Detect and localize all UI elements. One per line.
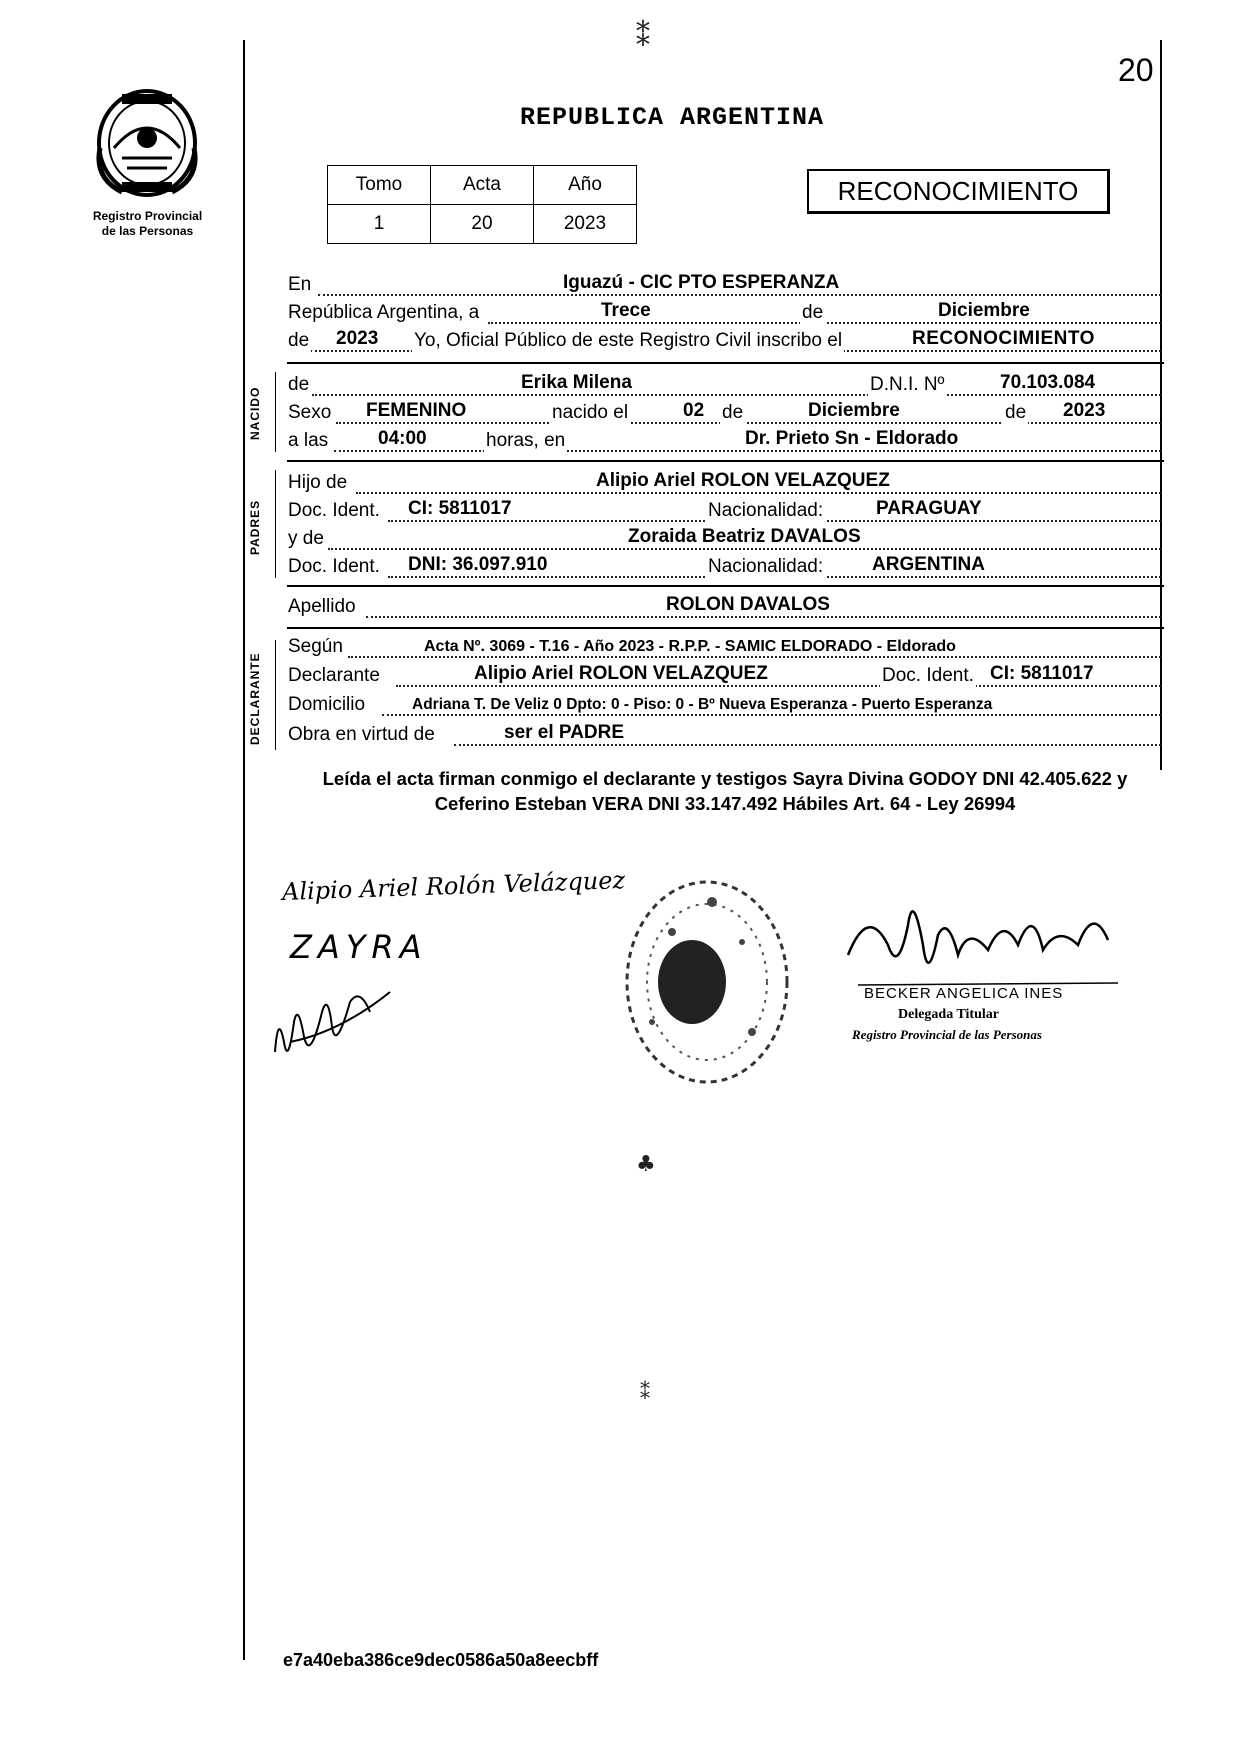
official-signature-icon <box>838 885 1128 995</box>
label-dni: D.N.I. Nº <box>870 374 945 395</box>
row-segun <box>288 632 1161 662</box>
row-hijo <box>288 468 1161 498</box>
value-hora: 04:00 <box>378 428 427 449</box>
value-nombre: Erika Milena <box>521 372 632 393</box>
value-acta: 20 <box>431 205 534 244</box>
witness-signature: ZAYRA <box>290 928 428 966</box>
label-de-year: de <box>288 330 310 351</box>
act-type-box: RECONOCIMIENTO <box>807 169 1110 214</box>
value-birth-month: Diciembre <box>808 400 900 421</box>
value-madre-nac: ARGENTINA <box>872 554 985 575</box>
row-declarante <box>288 661 1161 691</box>
label-y-de: y de <box>288 528 324 549</box>
value-dni: 70.103.084 <box>1000 372 1096 393</box>
label-nacido-el: nacido el <box>552 402 629 423</box>
value-madre: Zoraida Beatriz DAVALOS <box>628 526 861 547</box>
row-madre <box>288 524 1161 554</box>
row-sexo <box>288 398 1161 428</box>
label-declarante-doc: Doc. Ident. <box>882 665 974 686</box>
value-padre-nac: PARAGUAY <box>876 498 982 519</box>
official-seal-icon <box>612 872 802 1102</box>
row-obra <box>288 720 1161 750</box>
value-inscribe: RECONOCIMIENTO <box>912 328 1095 349</box>
label-birth-de2: de <box>1005 402 1027 423</box>
row-hora <box>288 426 1161 456</box>
separator-4 <box>287 627 1164 629</box>
row-nombre <box>288 370 1161 400</box>
declarant-signature: Alipio Ariel Rolón Velázquez <box>281 866 626 906</box>
side-label-padres: PADRES <box>248 499 262 555</box>
value-en: Iguazú - CIC PTO ESPERANZA <box>563 272 840 293</box>
label-domicilio: Domicilio <box>288 694 366 715</box>
label-en: En <box>288 274 312 295</box>
registry-value-row <box>328 205 637 244</box>
value-padre-doc: CI: 5811017 <box>408 498 512 519</box>
separator-1 <box>287 362 1164 364</box>
label-de-nombre: de <box>288 374 310 395</box>
value-birth-day: 02 <box>683 400 705 421</box>
label-nac-madre: Nacionalidad: <box>708 556 824 577</box>
row-en <box>288 270 1161 300</box>
official-role: Delegada Titular <box>898 1007 999 1022</box>
witness-scribble-icon <box>270 982 400 1072</box>
value-madre-doc: DNI: 36.097.910 <box>408 554 548 575</box>
page-number: 20 <box>1118 52 1154 88</box>
separator-2 <box>287 460 1164 462</box>
document-hash: e7a40eba386ce9dec0586a50a8eecbff <box>283 1650 599 1670</box>
label-birth-de1: de <box>722 402 744 423</box>
registry-header-row <box>328 166 637 205</box>
value-apellido: ROLON DAVALOS <box>666 594 830 615</box>
left-margin-line <box>243 40 245 1660</box>
declarant-signatures <box>270 866 650 1072</box>
label-a-las: a las <box>288 430 329 451</box>
label-obra: Obra en virtud de <box>288 724 435 745</box>
row-republica <box>288 298 1161 328</box>
registry-table <box>327 165 637 244</box>
country-title: REPUBLICA ARGENTINA <box>520 103 825 132</box>
value-month: Diciembre <box>938 300 1030 321</box>
value-sexo: FEMENINO <box>366 400 467 421</box>
row-madre-doc <box>288 552 1161 582</box>
label-de-month: de <box>802 302 824 323</box>
label-republica: República Argentina, a <box>288 302 480 323</box>
separator-3 <box>287 585 1164 587</box>
brace-padres <box>275 470 282 578</box>
province-seal-icon <box>92 88 202 198</box>
value-segun: Acta Nº. 3069 - T.16 - Año 2023 - R.P.P. - SAMIC ELDORADO - Eldorado <box>424 638 956 655</box>
value-lugar: Dr. Prieto Sn - Eldorado <box>745 428 959 449</box>
label-declarante: Declarante <box>288 665 380 686</box>
brace-nacido <box>275 372 282 452</box>
side-label-nacido: NACIDO <box>248 386 262 440</box>
value-year: 2023 <box>336 328 379 349</box>
value-padre: Alipio Ariel ROLON VELAZQUEZ <box>596 470 890 491</box>
label-nac-padre: Nacionalidad: <box>708 500 824 521</box>
row-domicilio <box>288 690 1161 720</box>
official-org: Registro Provincial de las Personas <box>852 1027 1042 1042</box>
value-ano: 2023 <box>534 205 637 244</box>
header-ano: Año <box>534 166 637 205</box>
label-hijo: Hijo de <box>288 472 348 493</box>
row-year <box>288 326 1161 356</box>
value-tomo: 1 <box>328 205 431 244</box>
label-sexo: Sexo <box>288 402 332 423</box>
label-apellido: Apellido <box>288 596 356 617</box>
label-horas-en: horas, en <box>486 430 566 451</box>
value-domicilio: Adriana T. De Veliz 0 Dpto: 0 - Piso: 0 - Bº Nueva Esperanza - Puerto Esperanza <box>412 696 993 713</box>
value-day: Trece <box>601 300 651 321</box>
label-doc-madre: Doc. Ident. <box>288 556 380 577</box>
closing-text: Leída el acta firman conmigo el declarante y testigos Sayra Divina GODOY DNI 42.405.622 y Ceferino Esteban VERA DNI 33.147.492 Hábiles Art. 64 - Ley 26994 <box>322 768 1128 814</box>
header-tomo: Tomo <box>328 166 431 205</box>
row-apellido <box>288 592 1161 622</box>
scan-mark-mid: ♣ <box>636 1152 656 1177</box>
logo-caption: Registro Provincial de las Personas <box>92 209 203 238</box>
label-segun: Según <box>288 636 343 657</box>
value-birth-year: 2023 <box>1063 400 1106 421</box>
value-obra: ser el PADRE <box>504 722 625 743</box>
row-padre-doc <box>288 496 1161 526</box>
side-label-declarante: DECLARANTE <box>248 652 262 745</box>
label-yo: Yo, Oficial Público de este Registro Civil inscribo el <box>414 330 843 351</box>
label-doc-padre: Doc. Ident. <box>288 500 380 521</box>
brace-declarante <box>275 640 282 750</box>
scan-mark-top: ⁑ <box>636 20 650 53</box>
value-declarante-doc: CI: 5811017 <box>990 663 1094 684</box>
value-declarante: Alipio Ariel ROLON VELAZQUEZ <box>474 663 768 684</box>
official-name: BECKER ANGELICA INES <box>864 985 1064 1002</box>
scan-mark-low: ⁑ <box>640 1380 650 1404</box>
official-signature-block <box>838 885 1128 1050</box>
header-acta: Acta <box>431 166 534 205</box>
